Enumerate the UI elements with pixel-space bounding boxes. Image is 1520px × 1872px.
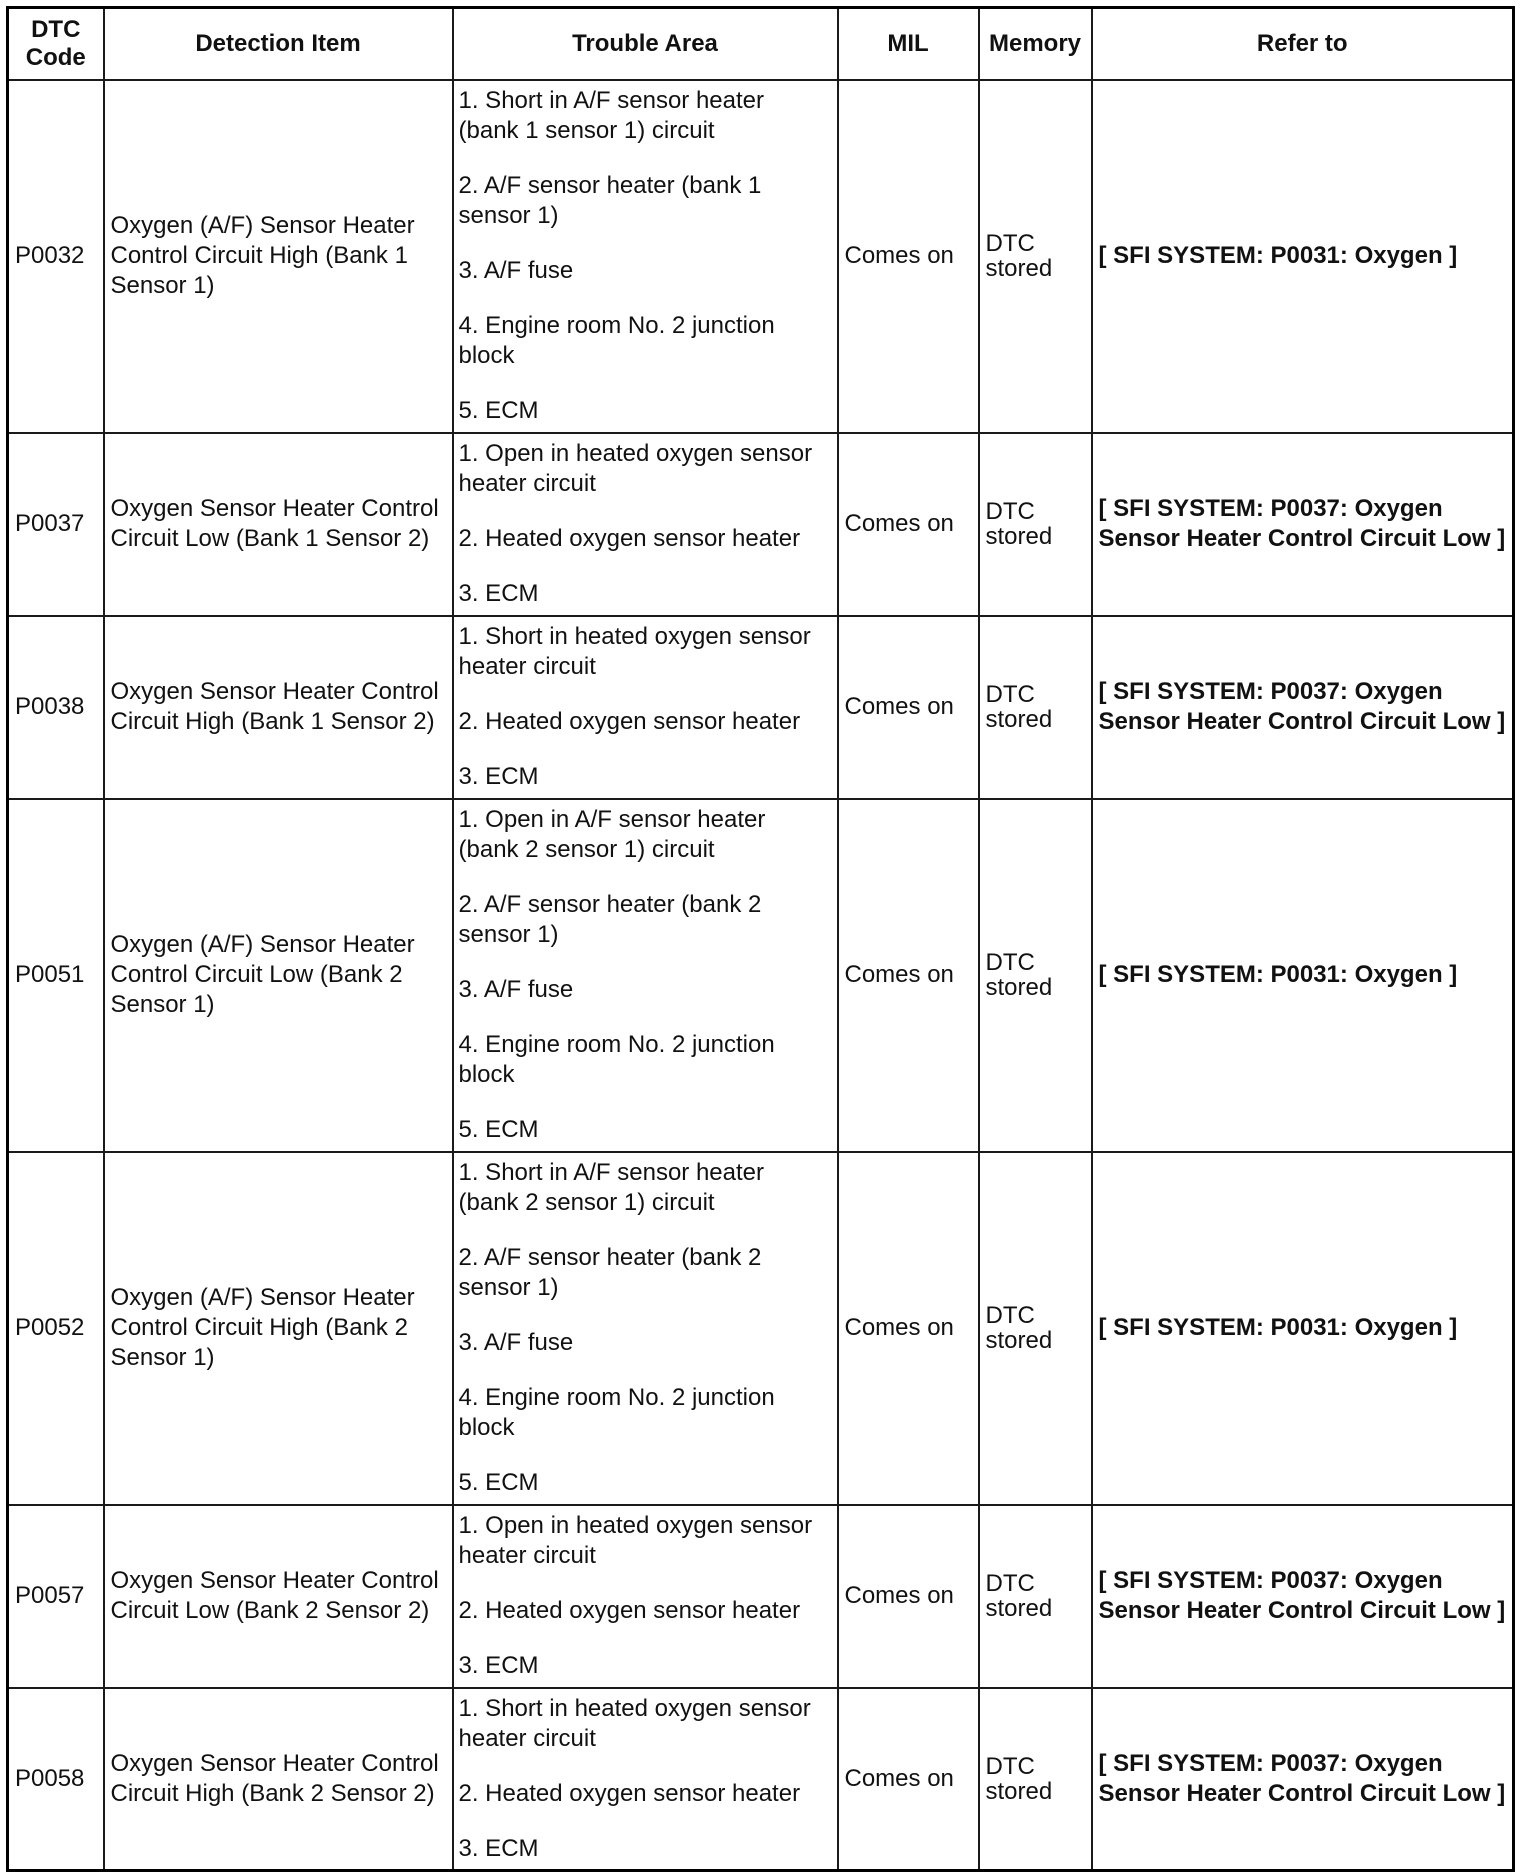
trouble-area-item: 3. A/F fuse [458,976,574,1003]
mil-cell: Comes on [838,1505,979,1688]
table-row [8,80,1514,433]
detection-item-cell: Oxygen Sensor Heater Control Circuit High (Bank 1 Sensor 2) [104,616,453,799]
trouble-area-item: 2. Heated oxygen sensor heater [458,708,801,735]
dtc-code-cell: P0037 [8,433,104,616]
trouble-area-item: 1. Open in A/F sensor heater (bank 2 sensor 1) circuit [458,806,766,863]
detection-item-cell: Oxygen (A/F) Sensor Heater Control Circuit High (Bank 1 Sensor 1) [104,80,453,433]
trouble-area-item: 3. ECM [458,1652,539,1679]
trouble-area-item: 2. Heated oxygen sensor heater [458,525,801,552]
memory-cell: DTC stored [979,616,1092,799]
trouble-area-item: 3. A/F fuse [458,1329,574,1356]
refer-to-cell: [ SFI SYSTEM: P0031: Oxygen ] [1092,1152,1514,1505]
trouble-area-cell [453,616,838,799]
header-dtc-code: DTC Code [8,8,104,80]
mil-cell: Comes on [838,799,979,1152]
trouble-area-cell [453,1152,838,1505]
trouble-area-item: 1. Open in heated oxygen sensor heater circuit [458,440,813,497]
table-row [8,1152,1514,1505]
trouble-area-item: 2. Heated oxygen sensor heater [458,1779,801,1807]
trouble-area-item: 1. Short in A/F sensor heater (bank 2 sensor 1) circuit [458,1159,764,1216]
table-row [8,616,1514,799]
refer-to-cell: [ SFI SYSTEM: P0031: Oxygen ] [1092,799,1514,1152]
memory-cell: DTC stored [979,1505,1092,1688]
trouble-area-item: 2. A/F sensor heater (bank 2 sensor 1) [458,1244,762,1301]
trouble-area-item: 3. ECM [458,580,539,607]
trouble-area-item: 1. Short in heated oxygen sensor heater circuit [458,1694,811,1752]
header-trouble-area: Trouble Area [453,8,838,80]
trouble-area-item: 3. A/F fuse [458,257,574,284]
header-refer-to: Refer to [1092,8,1514,80]
header-mil: MIL [838,8,979,80]
dtc-code-cell: P0057 [8,1505,104,1688]
mil-cell: Comes on [838,433,979,616]
dtc-code-cell: P0051 [8,799,104,1152]
detection-item-cell: Oxygen Sensor Heater Control Circuit Low (Bank 2 Sensor 2) [104,1505,453,1688]
trouble-area-cell [453,799,838,1152]
detection-item-cell: Oxygen Sensor Heater Control Circuit High (Bank 2 Sensor 2) [104,1688,453,1871]
memory-cell: DTC stored [979,1152,1092,1505]
table-body [8,80,1514,1871]
trouble-area-item: 3. ECM [458,1834,539,1862]
memory-cell: DTC stored [979,1688,1092,1871]
trouble-area-item: 1. Short in A/F sensor heater (bank 1 sensor 1) circuit [458,87,764,144]
trouble-area-item: 2. A/F sensor heater (bank 1 sensor 1) [458,172,762,229]
trouble-area-item: 5. ECM [458,1116,539,1143]
dtc-code-cell: P0038 [8,616,104,799]
trouble-area-item: 1. Short in heated oxygen sensor heater circuit [458,623,811,680]
trouble-area-item: 2. A/F sensor heater (bank 2 sensor 1) [458,891,762,948]
detection-item-cell: Oxygen Sensor Heater Control Circuit Low (Bank 1 Sensor 2) [104,433,453,616]
table-row [8,1688,1514,1871]
refer-to-cell: [ SFI SYSTEM: P0031: Oxygen ] [1092,80,1514,433]
memory-cell: DTC stored [979,799,1092,1152]
refer-to-cell: [ SFI SYSTEM: P0037: Oxygen Sensor Heater Control Circuit Low ] [1092,1688,1514,1871]
mil-cell: Comes on [838,1152,979,1505]
trouble-area-item: 4. Engine room No. 2 junction block [458,312,775,369]
trouble-area-cell [453,1505,838,1688]
memory-cell: DTC stored [979,80,1092,433]
trouble-area-item: 1. Open in heated oxygen sensor heater circuit [458,1512,813,1569]
detection-item-cell: Oxygen (A/F) Sensor Heater Control Circuit High (Bank 2 Sensor 1) [104,1152,453,1505]
dtc-code-cell: P0058 [8,1688,104,1871]
mil-cell: Comes on [838,80,979,433]
trouble-area-item: 4. Engine room No. 2 junction block [458,1031,775,1088]
dtc-table [6,6,1515,1872]
header-row [8,8,1514,80]
table-row [8,799,1514,1152]
refer-to-cell: [ SFI SYSTEM: P0037: Oxygen Sensor Heater Control Circuit Low ] [1092,616,1514,799]
header-memory: Memory [979,8,1092,80]
refer-to-cell: [ SFI SYSTEM: P0037: Oxygen Sensor Heater Control Circuit Low ] [1092,433,1514,616]
trouble-area-item: 3. ECM [458,763,539,790]
detection-item-cell: Oxygen (A/F) Sensor Heater Control Circuit Low (Bank 2 Sensor 1) [104,799,453,1152]
header-detection-item: Detection Item [104,8,453,80]
mil-cell: Comes on [838,616,979,799]
trouble-area-item: 2. Heated oxygen sensor heater [458,1597,801,1624]
dtc-code-cell: P0032 [8,80,104,433]
trouble-area-cell [453,80,838,433]
table-row [8,1505,1514,1688]
trouble-area-item: 4. Engine room No. 2 junction block [458,1384,775,1441]
trouble-area-cell [453,433,838,616]
mil-cell: Comes on [838,1688,979,1871]
refer-to-cell: [ SFI SYSTEM: P0037: Oxygen Sensor Heater Control Circuit Low ] [1092,1505,1514,1688]
trouble-area-item: 5. ECM [458,397,539,424]
memory-cell: DTC stored [979,433,1092,616]
trouble-area-item: 5. ECM [458,1469,539,1496]
dtc-code-cell: P0052 [8,1152,104,1505]
trouble-area-cell [453,1688,838,1871]
table-row [8,433,1514,616]
